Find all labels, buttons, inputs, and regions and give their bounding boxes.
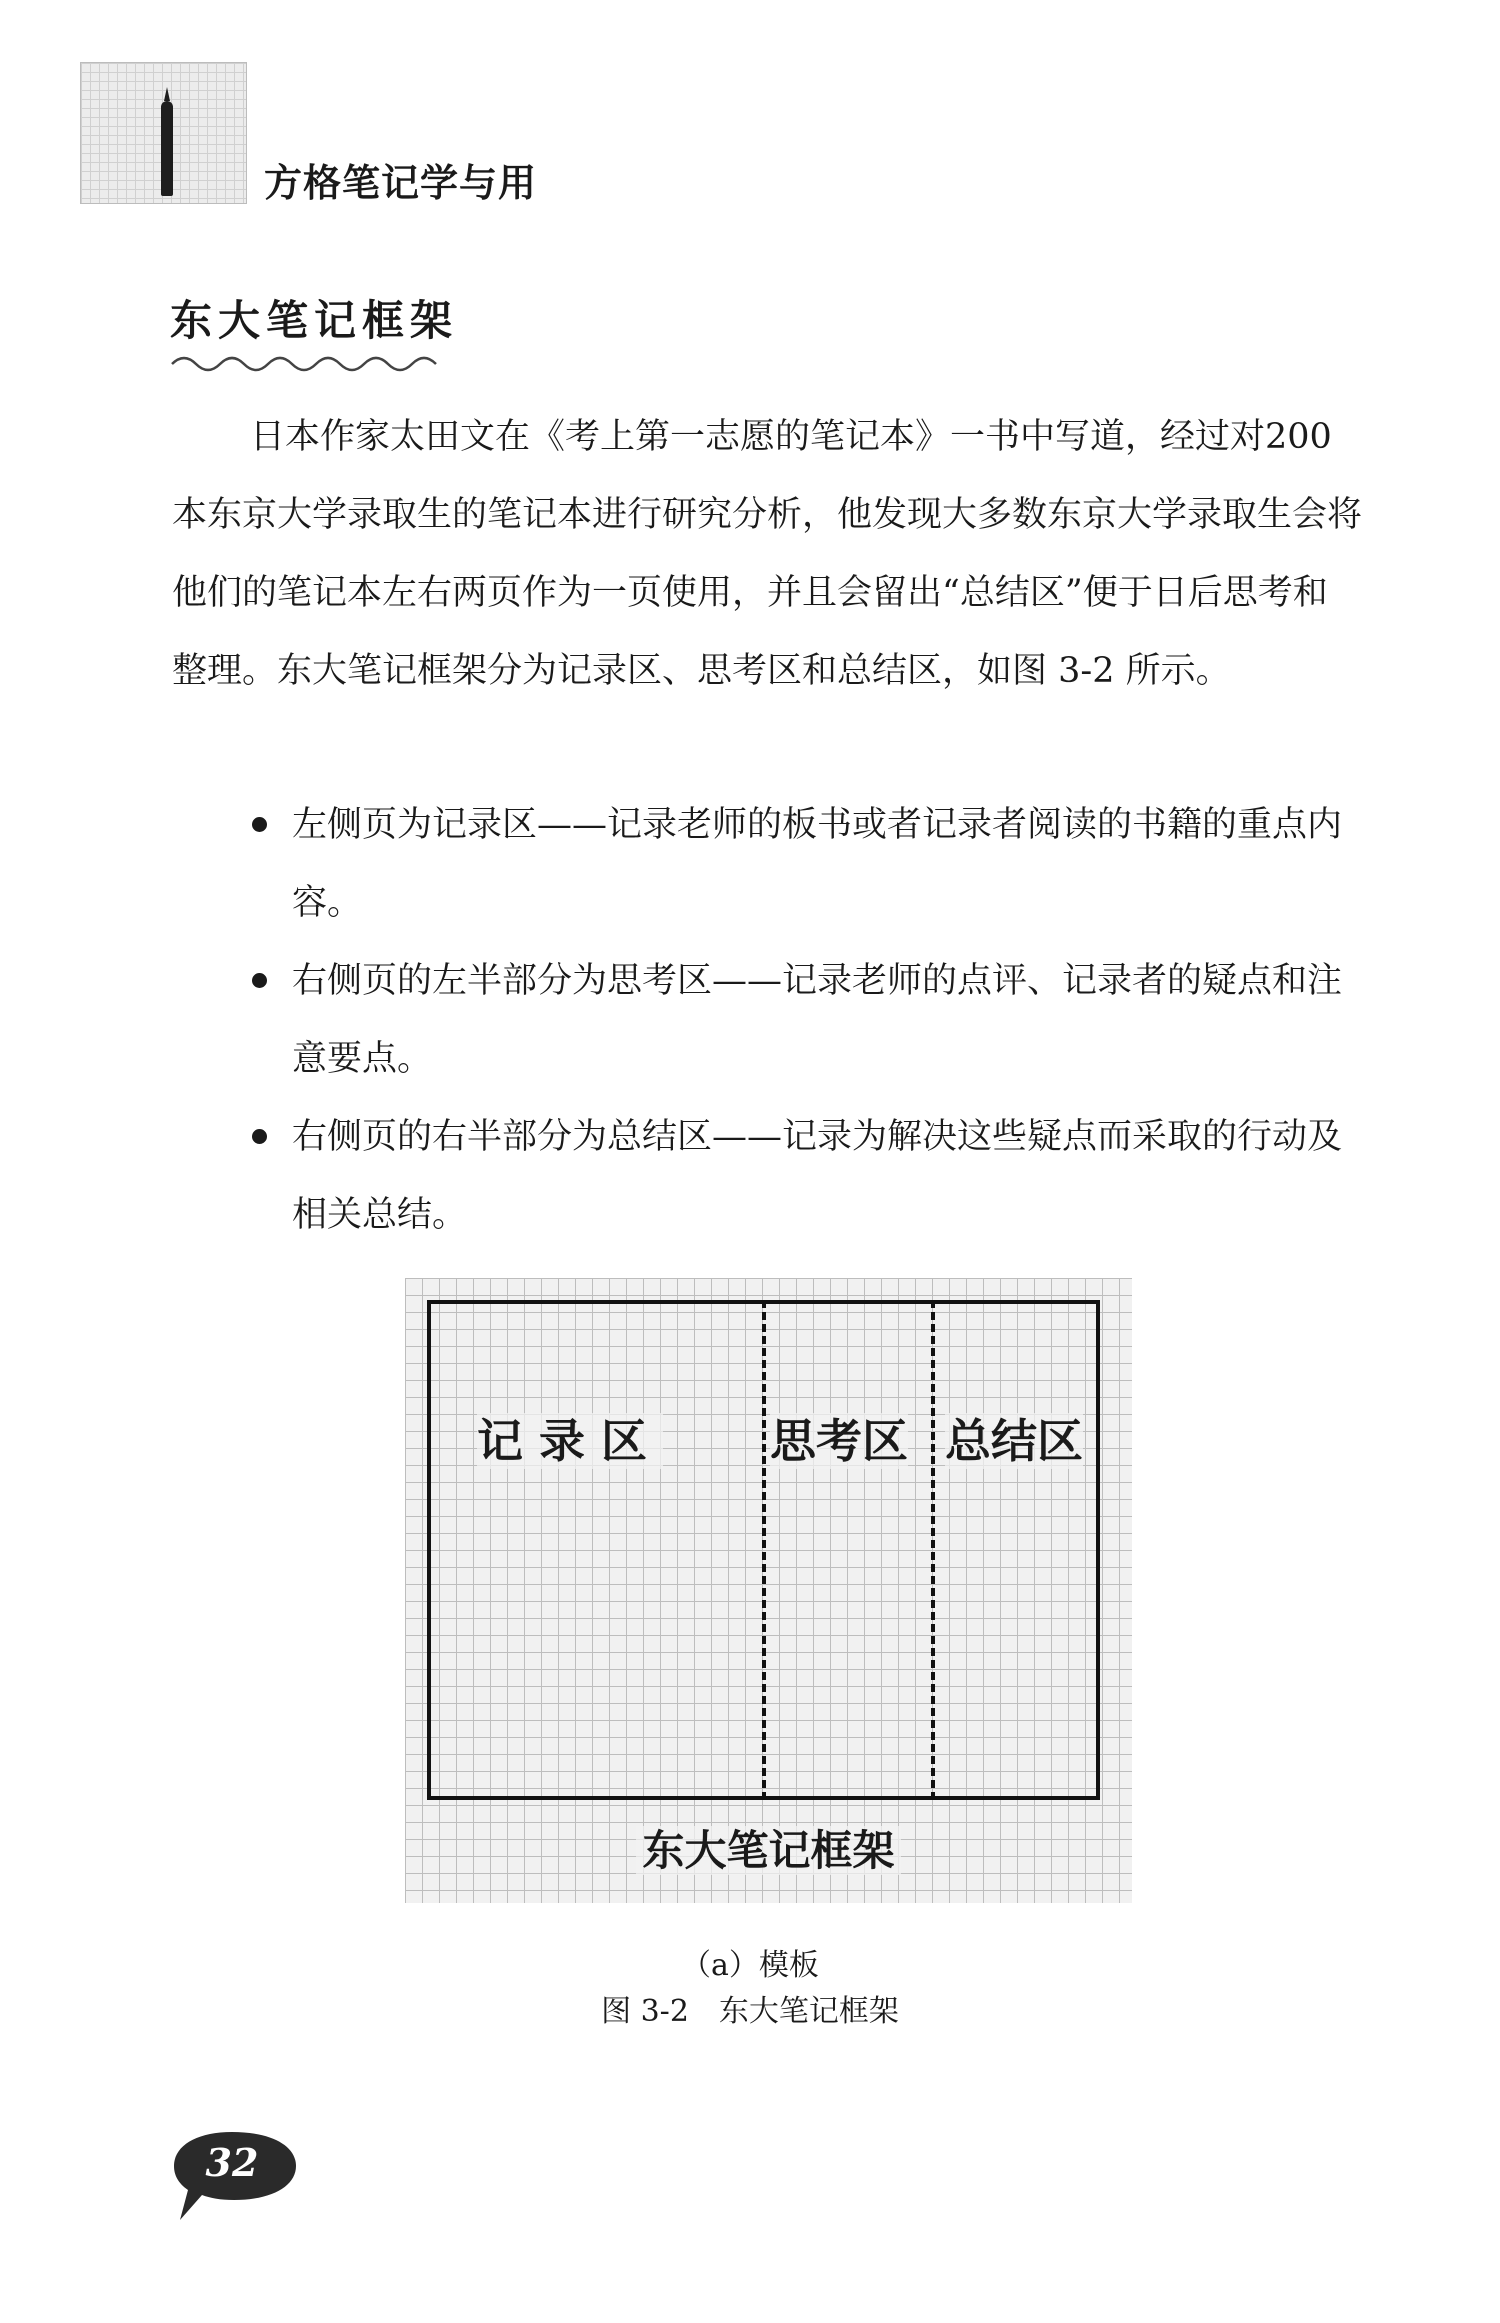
bullet-icon	[252, 817, 267, 832]
page-number-badge	[172, 2128, 302, 2232]
figure-inner-label-text: 东大笔记框架	[636, 1826, 900, 1875]
bullet-text: 右侧页的右半部分为总结区——记录为解决这些疑点而采取的行动及相关总结。	[292, 1117, 1343, 1235]
figure-inner-label	[405, 1818, 1132, 1878]
bullet-list	[172, 786, 1362, 1254]
wavy-underline-icon	[170, 350, 450, 374]
figure-caption: 图 3-2 东大笔记框架	[601, 1994, 899, 2029]
section-title: 东大笔记框架	[170, 296, 459, 345]
intro-paragraph: 日本作家太田文在《考上第一志愿的笔记本》一书中写道，经过对200 本东京大学录取生的笔记本进行研究分析，他发现大多数东京大学录取生会将他们的笔记本左右两页作为一页使用，并且会留出“总结区”便于日后思考和整理。东大笔记框架分为记录区、思考区和总结区，如图 3-2 所示。	[172, 417, 1363, 691]
page-number: 32	[205, 2140, 259, 2185]
bullet-text: 右侧页的左半部分为思考区——记录老师的点评、记录者的疑点和注意要点。	[292, 961, 1343, 1079]
figure-subcaption: （a）模板	[681, 1948, 819, 1983]
zone-think-label: 思考区	[770, 1414, 908, 1468]
bullet-text: 左侧页为记录区——记录老师的板书或者记录者阅读的书籍的重点内容。	[292, 805, 1343, 923]
list-item	[172, 786, 1362, 942]
zone-record-label: 记录区	[477, 1414, 663, 1468]
list-item	[172, 1098, 1362, 1254]
dashed-divider-summary	[931, 1300, 935, 1800]
notebook-pen-icon	[80, 62, 247, 204]
notebook-template-figure	[405, 1278, 1132, 1903]
list-item	[172, 942, 1362, 1098]
running-header-title: 方格笔记学与用	[264, 161, 538, 205]
dashed-divider-think	[762, 1300, 766, 1800]
bullet-icon	[252, 1129, 267, 1144]
zone-summary-label: 总结区	[945, 1414, 1083, 1468]
bullet-icon	[252, 973, 267, 988]
